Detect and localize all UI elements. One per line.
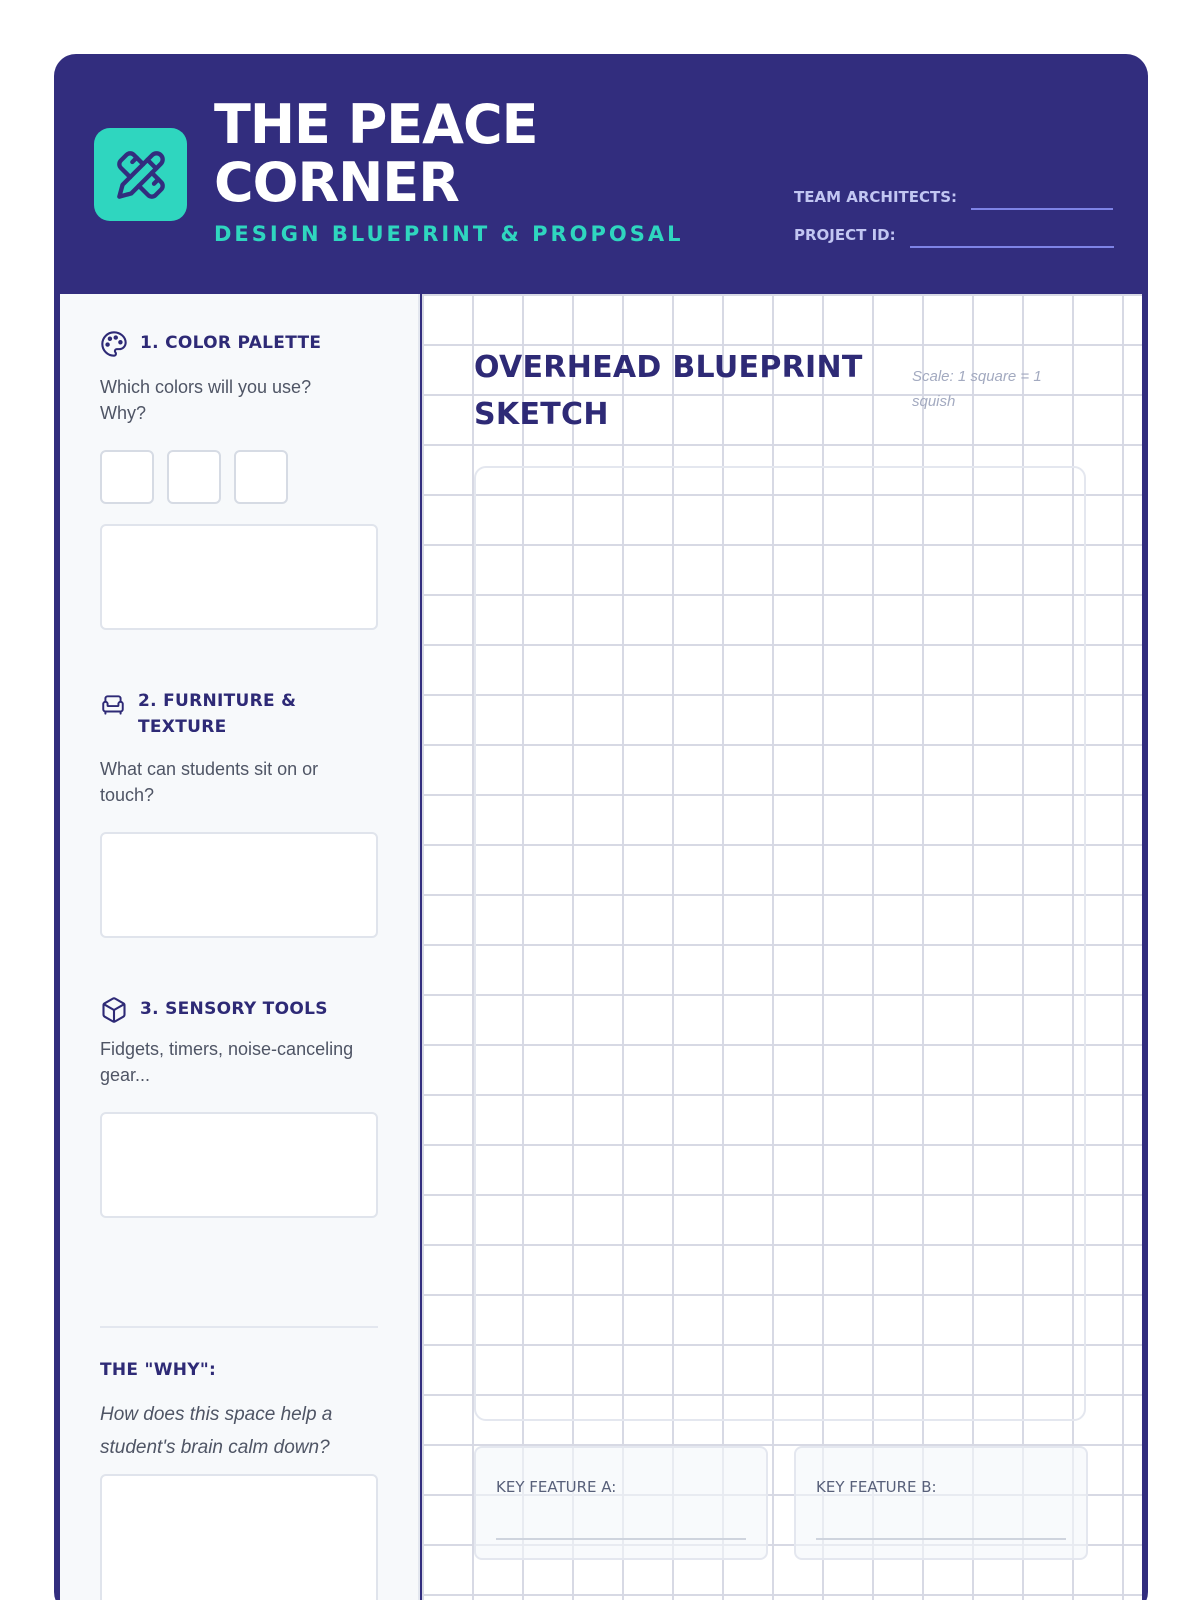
divider bbox=[100, 1326, 378, 1328]
section-sensory-tools bbox=[100, 996, 328, 1024]
key-feature-a-field[interactable] bbox=[496, 1538, 746, 1540]
scale-note: Scale: 1 square = 1 squish bbox=[912, 368, 1042, 410]
key-feature-b bbox=[794, 1446, 1088, 1560]
section-question: Which colors will you use? Why? bbox=[100, 377, 312, 423]
palette-icon bbox=[100, 330, 128, 358]
furniture-answer-box[interactable] bbox=[100, 832, 378, 938]
color-swatch-2[interactable] bbox=[167, 450, 221, 504]
blueprint-grid bbox=[422, 294, 1142, 1600]
blueprint-worksheet bbox=[54, 54, 1148, 1600]
worksheet-body bbox=[60, 294, 1142, 1600]
section-title: 2. FURNITURE & TEXTURE bbox=[138, 691, 297, 737]
header bbox=[54, 54, 1148, 294]
color-swatch-3[interactable] bbox=[234, 450, 288, 504]
team-architects-field[interactable] bbox=[971, 208, 1113, 210]
logo bbox=[94, 128, 187, 221]
key-feature-a-label: KEY FEATURE A: bbox=[496, 1478, 617, 1496]
pencil-ruler-icon bbox=[115, 149, 167, 201]
section-title: 1. COLOR PALETTE bbox=[140, 333, 322, 353]
section-color-palette bbox=[100, 330, 321, 358]
sidebar bbox=[60, 294, 420, 1600]
section-title: 3. SENSORY TOOLS bbox=[140, 999, 328, 1019]
key-feature-b-field[interactable] bbox=[816, 1538, 1066, 1540]
sketch-area[interactable] bbox=[474, 466, 1086, 1421]
page-subtitle: DESIGN BLUEPRINT & PROPOSAL bbox=[214, 222, 684, 246]
project-id-field[interactable] bbox=[910, 246, 1114, 248]
sensory-tools-answer-box[interactable] bbox=[100, 1112, 378, 1218]
section-question: Fidgets, timers, noise-canceling gear... bbox=[100, 1039, 354, 1085]
why-title: THE "WHY": bbox=[100, 1360, 217, 1380]
color-palette-answer-box[interactable] bbox=[100, 524, 378, 630]
team-architects-label: TEAM ARCHITECTS: bbox=[794, 188, 958, 206]
why-answer-box[interactable] bbox=[100, 1474, 378, 1600]
sketch-title: OVERHEAD BLUEPRINT SKETCH bbox=[474, 350, 863, 432]
team-architects-row bbox=[794, 188, 1113, 206]
armchair-icon bbox=[100, 692, 126, 718]
color-swatch-1[interactable] bbox=[100, 450, 154, 504]
key-feature-b-label: KEY FEATURE B: bbox=[816, 1478, 937, 1496]
project-id-row bbox=[794, 226, 1114, 244]
page-title: THE PEACE CORNER bbox=[214, 93, 538, 214]
why-question: How does this space help a student's brain calm down? bbox=[100, 1404, 333, 1458]
project-id-label: PROJECT ID: bbox=[794, 226, 896, 244]
key-feature-a bbox=[474, 1446, 768, 1560]
section-question: What can students sit on or touch? bbox=[100, 759, 319, 805]
cube-icon bbox=[100, 996, 128, 1024]
section-furniture-texture bbox=[100, 688, 318, 740]
